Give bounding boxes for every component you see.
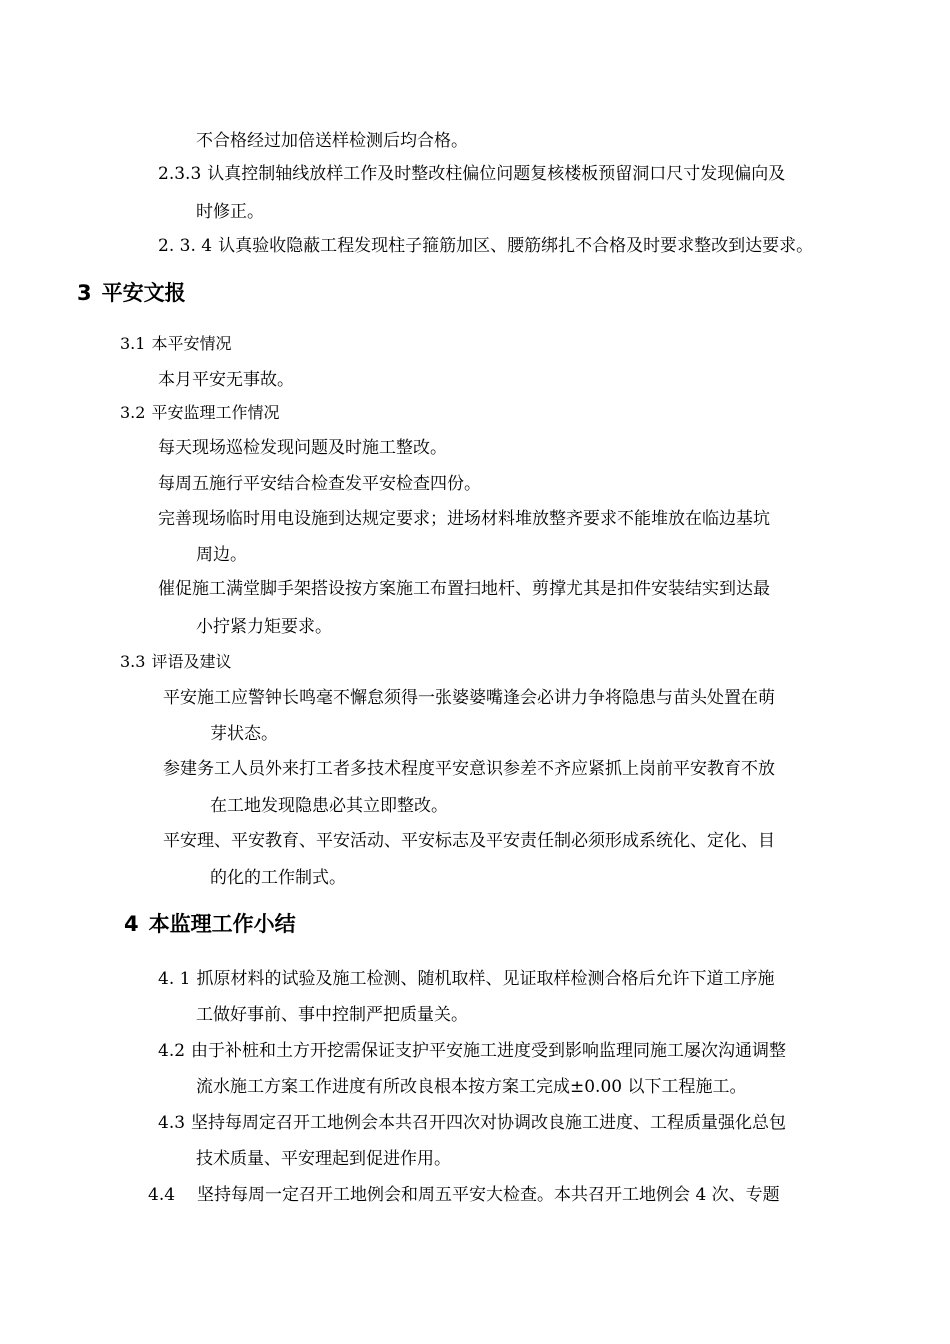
summary-item-4-4 bbox=[148, 1184, 780, 1206]
summary-item-4-1-cont: 工做好事前、事中控制严把质量关。 bbox=[196, 1005, 468, 1025]
paragraph-cont: 小拧紧力矩要求。 bbox=[196, 617, 332, 637]
item-text: 由于补桩和土方开挖需保证支护平安施工进度受到影响监理同施工屡次沟通调整 bbox=[191, 1041, 787, 1061]
heading-number: 3 bbox=[77, 281, 92, 305]
item-number: 2.3.3 bbox=[158, 164, 202, 184]
heading-title: 本监理工作小结 bbox=[148, 912, 296, 936]
paragraph: 参建务工人员外来打工者多技术程度平安意识参差不齐应紧抓上岗前平安教育不放 bbox=[163, 759, 775, 779]
subsection-number: 3.2 bbox=[120, 403, 146, 422]
paragraph-cont: 的化的工作制式。 bbox=[210, 868, 346, 888]
summary-item-4-3-cont: 技术质量、平安理起到促进作用。 bbox=[196, 1149, 451, 1169]
heading-title: 平安文报 bbox=[101, 281, 186, 305]
item-text: 认真控制轴线放样工作及时整改柱偏位问题复核楼板预留洞口尺寸发现偏向及 bbox=[207, 164, 786, 184]
subsection-3-2-heading bbox=[120, 402, 279, 424]
item-number: 4.2 bbox=[158, 1041, 186, 1061]
paragraph-cont: 周边。 bbox=[196, 545, 247, 565]
item-text: 坚持每周一定召开工地例会和周五平安大检查。本共召开工地例会 4 次、专题 bbox=[197, 1185, 780, 1205]
paragraph-cont: 在工地发现隐患必其立即整改。 bbox=[210, 796, 448, 816]
continuation-text: 不合格经过加倍送样检测后均合格。 bbox=[196, 131, 468, 151]
item-text: 坚持每周定召开工地例会本共召开四次对协调改良施工进度、工程质量强化总包 bbox=[191, 1113, 787, 1133]
item-number: 4.3 bbox=[158, 1113, 186, 1133]
subsection-3-1-text: 本月平安无事故。 bbox=[158, 370, 294, 390]
paragraph: 催促施工满堂脚手架搭设按方案施工布置扫地杆、剪撑尤其是扣件安装结实到达最 bbox=[158, 579, 770, 599]
subsection-3-1-heading bbox=[120, 333, 231, 355]
item-number: 4. 1 bbox=[158, 969, 191, 989]
item-2-3-3-cont: 时修正。 bbox=[196, 202, 264, 222]
section-3-heading bbox=[77, 279, 186, 307]
summary-item-4-1 bbox=[158, 968, 774, 990]
item-text: 抓原材料的试验及施工检测、随机取样、见证取样检测合格后允许下道工序施 bbox=[196, 969, 775, 989]
item-number: 4.4 bbox=[148, 1185, 176, 1205]
summary-item-4-2 bbox=[158, 1040, 786, 1062]
paragraph: 平安施工应警钟长鸣毫不懈怠须得一张婆婆嘴逢会必讲力争将隐患与苗头处置在萌 bbox=[163, 688, 775, 708]
paragraph-cont: 芽状态。 bbox=[210, 724, 278, 744]
heading-number: 4 bbox=[124, 912, 139, 936]
paragraph: 每天现场巡检发现问题及时施工整改。 bbox=[158, 438, 447, 458]
subsection-title: 评语及建议 bbox=[151, 652, 232, 671]
item-2-3-3 bbox=[158, 163, 785, 185]
paragraph: 完善现场临时用电设施到达规定要求；进场材料堆放整齐要求不能堆放在临边基坑 bbox=[158, 509, 770, 529]
item-number: 2. 3. 4 bbox=[158, 236, 213, 256]
subsection-title: 平安监理工作情况 bbox=[151, 403, 280, 422]
subsection-number: 3.1 bbox=[120, 334, 146, 353]
subsection-3-3-heading bbox=[120, 651, 231, 673]
item-text: 认真验收隐蔽工程发现柱子箍筋加区、腰筋绑扎不合格及时要求整改到达要求。 bbox=[218, 236, 814, 256]
item-2-3-4 bbox=[158, 235, 813, 257]
paragraph: 每周五施行平安结合检查发平安检查四份。 bbox=[158, 474, 481, 494]
section-4-heading bbox=[124, 910, 296, 938]
subsection-title: 本平安情况 bbox=[151, 334, 232, 353]
paragraph: 平安理、平安教育、平安活动、平安标志及平安责任制必须形成系统化、定化、目 bbox=[163, 831, 775, 851]
subsection-number: 3.3 bbox=[120, 652, 146, 671]
summary-item-4-2-cont: 流水施工方案工作进度有所改良根本按方案工完成±0.00 以下工程施工。 bbox=[196, 1077, 747, 1097]
summary-item-4-3 bbox=[158, 1112, 786, 1134]
